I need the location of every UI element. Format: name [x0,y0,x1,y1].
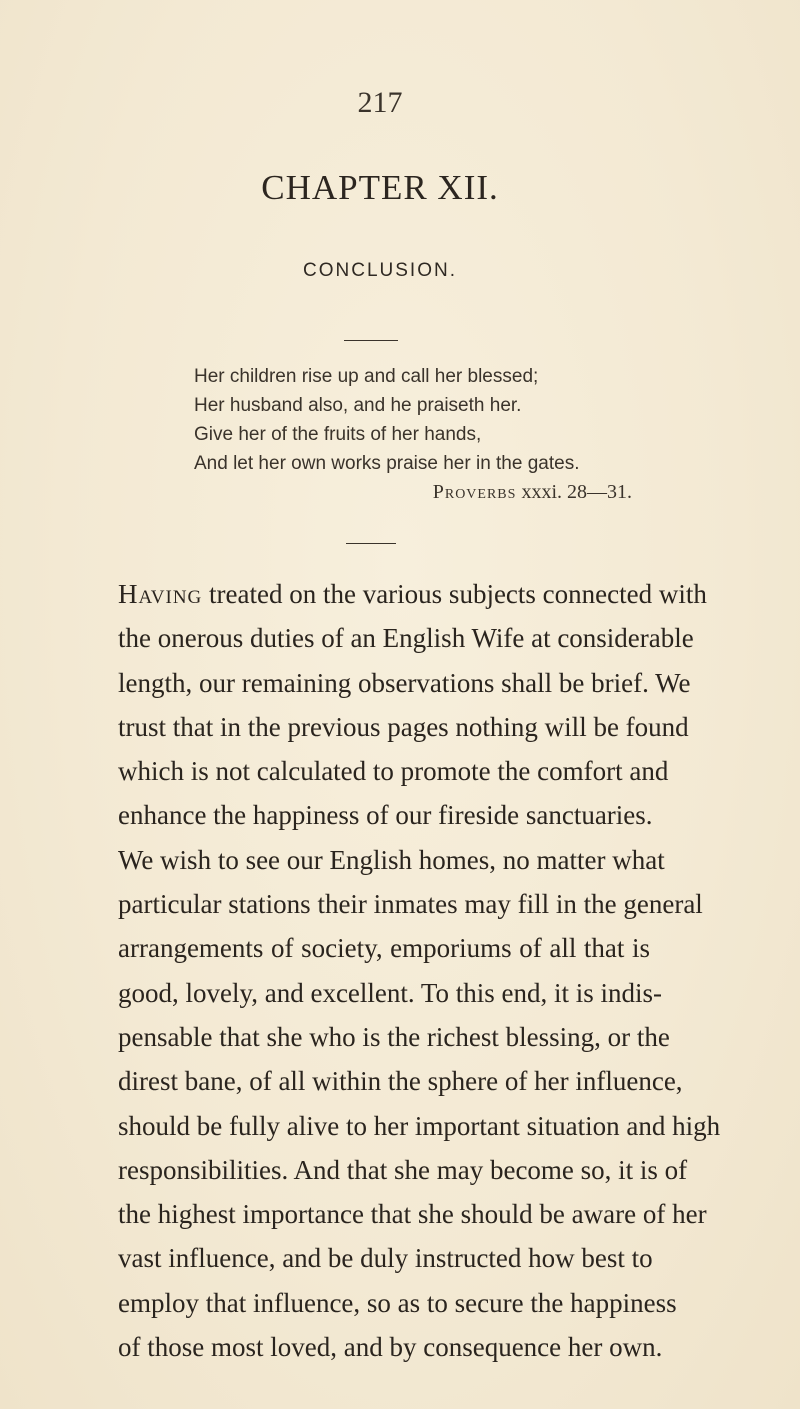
paragraph-line: which is not calculated to promote the comfort and [118,756,669,787]
paragraph-line: the onerous duties of an English Wife at considerable [118,623,694,654]
paragraph-line: particular stations their inmates may fill in the general [118,889,703,920]
lead-word: Having [118,579,203,609]
epigraph-line: Her children rise up and call her blessed; [194,366,539,387]
paragraph-line: direst bane, of all within the sphere of her influence, [118,1066,683,1097]
epigraph-line: And let her own works praise her in the gates. [194,453,580,474]
body-paragraph [118,572,721,1369]
paragraph-line: the highest importance that she should be aware of her [118,1199,707,1230]
paragraph-line: We wish to see our English homes, no matter what [118,844,665,875]
paragraph-line: pensable that she who is the richest blessing, or the [118,1021,670,1052]
paragraph-line: good, lovely, and excellent. To this end, it is indis- [118,977,663,1008]
epigraph [194,362,664,507]
paragraph-line: trust that in the previous pages nothing will be found [118,711,689,742]
paragraph-line-text: treated on the various subjects connected with [202,579,707,609]
divider-bottom [346,543,396,544]
paragraph-line: vast influence, and be duly instructed how best to [118,1243,653,1274]
paragraph-line: arrangements of society, emporiums of all that is [118,933,650,964]
paragraph-line: enhance the happiness of our fireside sanctuaries. [118,800,653,831]
chapter-title: CHAPTER XII. [261,168,499,207]
epigraph-line: Give her of the fruits of her hands, [194,424,482,445]
page-number: 217 [357,86,403,119]
paragraph-line: length, our remaining observations shall be brief. We [118,667,691,698]
chapter-subtitle: CONCLUSION. [303,260,457,281]
epigraph-citation [194,478,664,507]
paragraph-line: employ that influence, so as to secure the happiness [118,1287,677,1318]
paragraph-line: of those most loved, and by consequence her own. [118,1332,663,1363]
paragraph-line [118,572,707,616]
paragraph-line: responsibilities. And that she may become so, it is of [118,1154,688,1185]
paragraph-line: should be fully alive to her important situation and high [118,1110,721,1141]
epigraph-line: Her husband also, and he praiseth her. [194,395,522,416]
divider-top [344,340,398,341]
citation-reference: xxxi. 28—31. [516,481,632,503]
citation-book: Proverbs [432,481,517,503]
